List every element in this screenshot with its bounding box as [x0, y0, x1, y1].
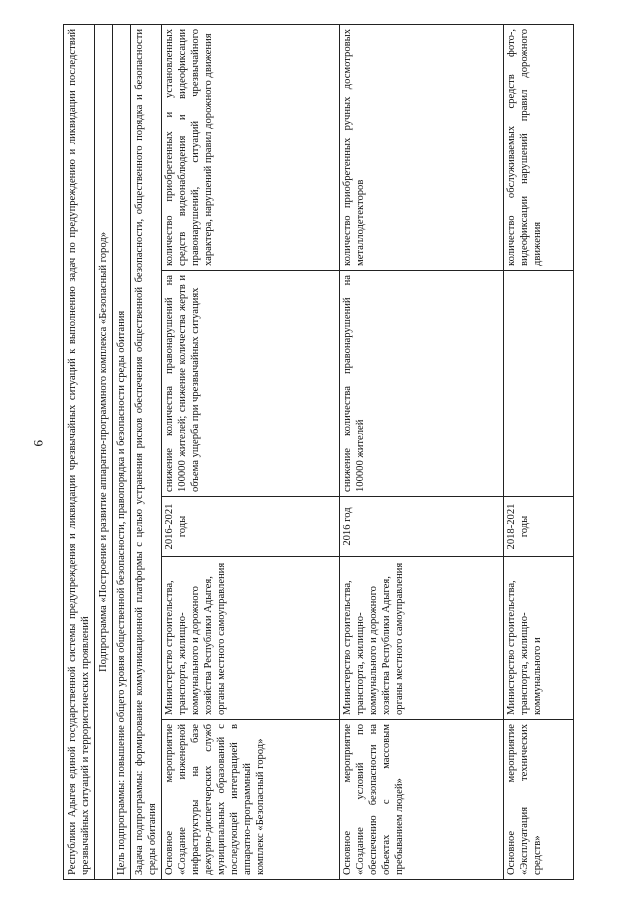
- result-cell: [504, 271, 574, 497]
- intro-text: Республики Адыгея единой государственной системы предупреждения и ликвидации чрезвычайных ситуаций к выполнению задач по предупреждению и ликвидации последствий чрезвычайных ситуаций и террористических проявлений: [64, 24, 95, 879]
- subprogram-row: [95, 24, 113, 879]
- indicator-cell: количество приобретенных ручных досмотровых металлодетекторов: [340, 24, 504, 270]
- subprogram-goal: Цель подпрограммы: повышение общего уровня общественной безопасности, правопорядка и безопасности среды обитания: [113, 24, 131, 879]
- period-cell: 2016 год: [340, 497, 504, 557]
- executor-cell: Министерство строительства, транспорта, жилищно-коммунального и дорожного хозяйства Республики Адыгея, органы местного самоуправления: [340, 557, 504, 720]
- result-cell: снижение количества правонарушений на 100000 жителей; снижение количества жертв и объема ущерба при чрезвычайных ситуациях: [162, 271, 340, 497]
- intro-row: [64, 24, 95, 879]
- table-row: [504, 24, 574, 879]
- goal-row: [113, 24, 131, 879]
- subprogram-task: Задача подпрограммы: формирование коммуникационной платформы с целью устранения рисков обеспечения общественной безопасности, общественного порядка и безопасности среды обитания: [131, 24, 162, 879]
- indicator-cell: количество приобретенных и установленных средств видеонаблюдения и видеофиксации правонарушений, ситуаций чрезвычайного характера, нарушений правил дорожного движения: [162, 24, 340, 270]
- task-row: [131, 24, 162, 879]
- program-table: [63, 24, 574, 880]
- measure-cell: Основное мероприятие «Создание инженерной инфраструктуры на базе дежурно-диспетчерских служб муниципальных образований с последующей интеграцией в аппаратно-программный комплекс «Безопасный город»: [162, 720, 340, 880]
- subprogram-title: Подпрограмма «Построение и развитие аппаратно-программного комплекса «Безопасный город»: [95, 24, 113, 879]
- period-cell: 2016-2021 годы: [162, 497, 340, 557]
- result-cell: снижение количества правонарушений на 100000 жителей: [340, 271, 504, 497]
- rotated-table-container: [63, 25, 623, 880]
- executor-cell: Министерство строительства, транспорта, жилищно-коммунального и: [504, 557, 574, 720]
- table-row: [340, 24, 504, 879]
- page-number: 9: [31, 440, 46, 447]
- indicator-cell: количество обслуживаемых средств фото-, видеофиксации нарушений правил дорожного движения: [504, 24, 574, 270]
- period-cell: 2018-2021 годы: [504, 497, 574, 557]
- measure-cell: Основное мероприятие «Создание условий по обеспечению безопасности на объектах с массовым пребыванием людей»: [340, 720, 504, 880]
- executor-cell: Министерство строительства, транспорта, жилищно-коммунального и дорожного хозяйства Республики Адыгея, органы местного самоуправления: [162, 557, 340, 720]
- table-row: [162, 24, 340, 879]
- measure-cell: Основное мероприятие «Эксплуатация технических средств»: [504, 720, 574, 880]
